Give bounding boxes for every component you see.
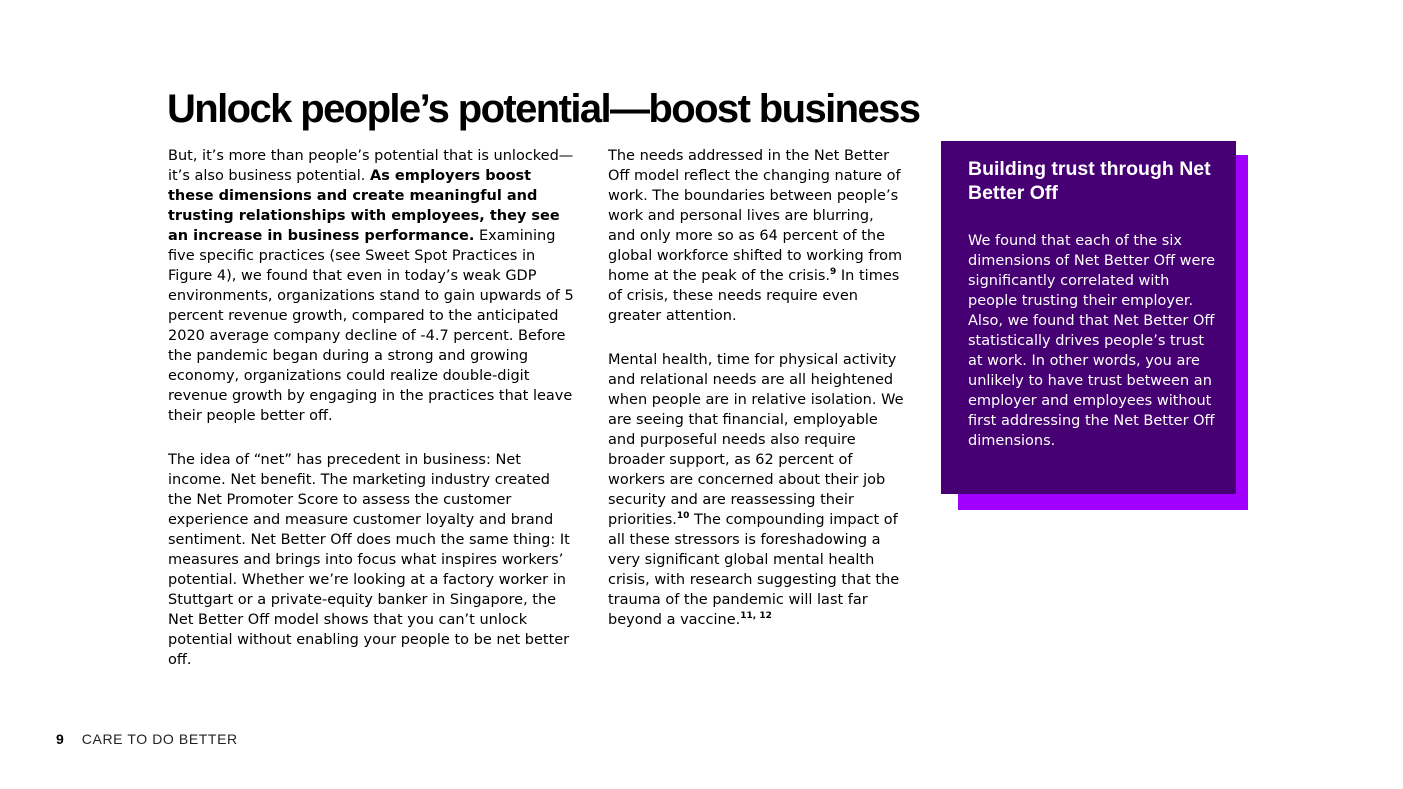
footnote-ref: 11, 12	[740, 611, 772, 621]
sidebar-title: Building trust through Net Better Off	[968, 158, 1211, 204]
sidebar-body: We found that each of the six dimensions of Net Better Off were significantly correlated with people trusting their employer. Also, we found that Net Better Off statistically drives people’s trust at work. In other words, you are unlikely to have trust between an employer and employees without first addressing the Net Better Off dimensions.	[968, 233, 1216, 449]
paragraph	[608, 146, 904, 326]
paragraph-text: In times of crisis, these needs require even greater attention.	[608, 268, 900, 324]
page-title: Unlock people’s potential—boost business	[167, 87, 920, 131]
footnote-ref: 9	[830, 267, 837, 277]
page-footer	[56, 730, 238, 748]
paragraph: The idea of “net” has precedent in business: Net income. Net benefit. The marketing industry created the Net Promoter Score to assess the customer experience and measure customer loyalty and brand sentiment. Net Better Off does much the same thing: It measures and brings into focus what inspires workers’ potential. Whether we’re looking at a factory worker in Stuttgart or a private-equity banker in Singapore, the Net Better Off model shows that you can’t unlock potential without enabling your people to be net better off.	[168, 452, 570, 668]
sidebar-callout-box	[941, 141, 1236, 494]
paragraph-text: Mental health, time for physical activity and relational needs are all heightened when people are in relative isolation. We are seeing that financial, employable and purposeful needs also require broader support, as 62 percent of workers are concerned about their job security and are reassessing their priorities.	[608, 352, 904, 528]
paragraph-text: The needs addressed in the Net Better Off model reflect the changing nature of work. The boundaries between people’s work and personal lives are blurring, and only more so as 64 percent of the global workforce shifted to working from home at the peak of the crisis.	[608, 148, 903, 284]
paragraph	[168, 146, 574, 426]
paragraph-text: The compounding impact of all these stressors is foreshadowing a very significant global mental health crisis, with research suggesting that the trauma of the pandemic will last far beyond a vaccine.	[608, 512, 900, 628]
paragraph-text: But, it’s more than people’s potential that is unlocked—it’s also business potential.	[168, 148, 574, 184]
paragraph-text: Examining five specific practices (see Sweet Spot Practices in Figure 4), we found that even in today’s weak GDP environments, organizations stand to gain upwards of 5 percent revenue growth, compared to the anticipated 2020 average company decline of -4.7 percent. Before the pandemic began during a strong and growing economy, organizations could realize double-digit revenue growth by engaging in the practices that leave their people better off.	[168, 228, 574, 424]
left-column	[168, 146, 574, 694]
footnote-ref: 10	[676, 511, 690, 521]
middle-column	[608, 146, 904, 654]
paragraph	[608, 350, 904, 630]
bold-statement: As employers boost these dimensions and create meaningful and trusting relationships with employees, they see an increase in business performance.	[168, 168, 560, 244]
page-number: 9	[56, 731, 64, 747]
document-name: CARE TO DO BETTER	[81, 731, 238, 747]
